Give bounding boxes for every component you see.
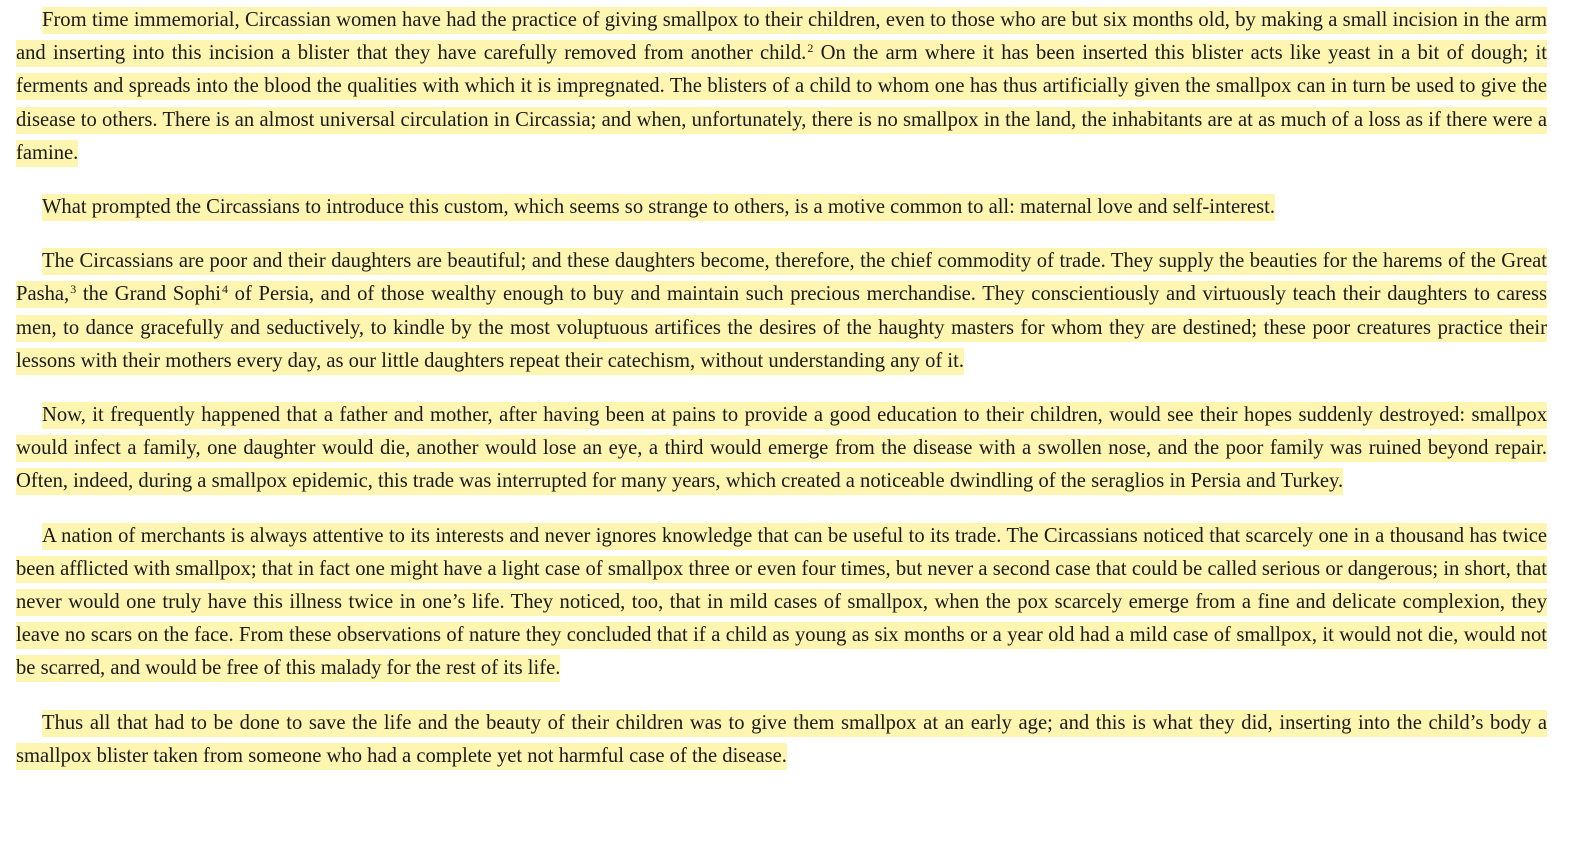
paragraph-1 — [16, 4, 1547, 170]
paragraph-3 — [16, 245, 1547, 378]
highlighted-text — [16, 710, 1547, 770]
highlighted-text — [16, 7, 1547, 167]
highlighted-text — [16, 523, 1547, 683]
paragraph-text: What prompted the Circassians to introduce this custom, which seems so strange to others, is a motive common to all: maternal love and self-interest. — [42, 196, 1276, 219]
paragraph-text: Thus all that had to be done to save the life and the beauty of their children was to give them smallpox at an early age; and this is what they did, inserting into the child’s body a smallpox blister taken from someone who had a complete yet not harmful case of the disease. — [16, 711, 1547, 767]
highlighted-text — [16, 248, 1547, 375]
paragraph-text: From time immemorial, Circassian women have had the practice of giving smallpox to their children, even to those who are but six months old, by making a small incision in the arm and inserting into this incision a blister that they have carefully removed from another child. — [16, 9, 1547, 65]
paragraph-5 — [16, 520, 1547, 686]
highlighted-text — [42, 194, 1275, 221]
paragraph-6 — [16, 707, 1547, 773]
highlighted-text — [16, 402, 1547, 495]
footnote-marker[interactable]: 2 — [807, 41, 814, 56]
paragraph-text: Now, it frequently happened that a father and mother, after having been at pains to provide a good education to their children, would see their hopes suddenly destroyed: smallpox would infect a family, one daughter would die, another would lose an eye, a third would emerge from the disease with a swollen nose, and the poor family was ruined beyond repair. Often, indeed, during a smallpox epidemic, this trade was interrupted for many years, which created a noticeable dwindling of the seraglios in Persia and Turkey. — [16, 404, 1547, 493]
paragraph-text: of Persia, and of those wealthy enough to buy and maintain such precious merchandise. They conscientiously and virtuously teach their daughters to caress men, to dance gracefully and seductively, to kindle by the most voluptuous artifices the desires of the haughty masters for whom they are destined; these poor creatures practice their lessons with their mothers every day, as our little daughters repeat their catechism, without understanding any of it. — [16, 283, 1547, 372]
paragraph-text: On the arm where it has been inserted this blister acts like yeast in a bit of dough; it ferments and spreads into the blood the qualities with which it is impregnated. The blisters of a child to whom one has thus artificially given the smallpox can in turn be used to give the disease to others. There is an almost universal circulation in Circassia; and when, unfortunately, there is no smallpox in the land, the inhabitants are at as much of a loss as if there were a famine. — [16, 42, 1547, 164]
paragraph-text: A nation of merchants is always attentive to its interests and never ignores knowledge that can be useful to its trade. The Circassians noticed that scarcely one in a thousand has twice been afflicted with smallpox; that in fact one might have a light case of smallpox three or even four times, but never a second case that could be called serious or dangerous; in short, that never would one truly have this illness twice in one’s life. They noticed, too, that in mild cases of smallpox, when the pox scarcely emerge from a fine and delicate complexion, they leave no scars on the face. From these observations of nature they concluded that if a child as young as six months or a year old had a mild case of smallpox, it would not die, would not be scarred, and would be free of this malady for the rest of its life. — [16, 524, 1547, 680]
paragraph-2 — [16, 191, 1547, 224]
paragraph-text: the Grand Sophi — [76, 283, 221, 306]
paragraph-4 — [16, 399, 1547, 499]
paragraph-text: The Circassians are poor and their daughters are beautiful; and these daughters become, therefore, the chief commodity of trade. They supply the beauties for the harems of the Great Pasha, — [16, 250, 1547, 306]
document-page — [16, 4, 1547, 794]
footnote-marker[interactable]: 3 — [70, 282, 77, 297]
footnote-marker[interactable]: 4 — [221, 282, 228, 297]
